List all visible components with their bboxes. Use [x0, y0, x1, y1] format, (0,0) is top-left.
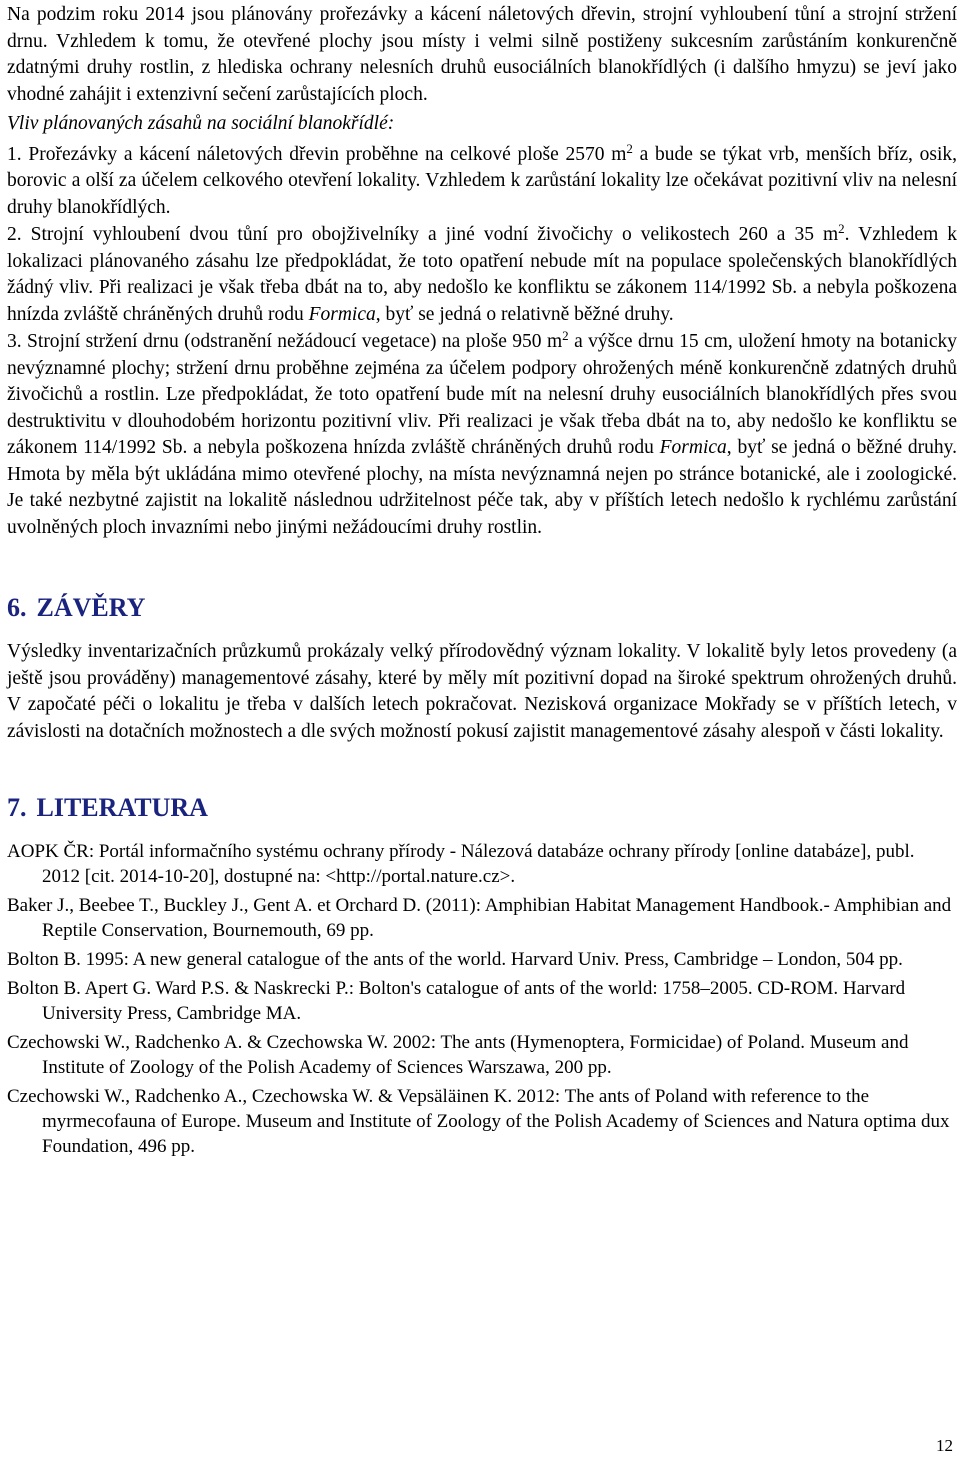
item-2-genus: Formica	[308, 303, 376, 325]
section-6-number: 6.	[7, 593, 27, 622]
section-6-heading	[7, 593, 957, 623]
page-number: 12	[936, 1436, 953, 1455]
item-3-sup: 2	[562, 328, 569, 343]
item-3-genus: Formica	[659, 437, 727, 458]
impact-item-1	[7, 142, 957, 222]
reference-item: Baker J., Beebee T., Buckley J., Gent A. et Orchard D. (2011): Amphibian Habitat Management Handbook.- Amphibian and Reptile Conservation, Bournemouth, 69 pp.	[7, 895, 952, 941]
item-2-text-end: , byť se jedná o relativně běžné druhy.	[375, 303, 674, 325]
impact-item-3	[7, 329, 957, 541]
reference-list	[7, 839, 957, 1159]
section-7-heading	[7, 793, 957, 823]
section-6-title: ZÁVĚRY	[36, 593, 146, 622]
reference-item: Bolton B. Apert G. Ward P.S. & Naskrecki P.: Bolton's catalogue of ants of the world: 1758–2005. CD-ROM. Harvard University Press, Cambridge MA.	[7, 978, 906, 1024]
item-1-text-cont: a bude se týkat vrb, menších bříz, osik, borovic a olší za účelem celkového otevření lokality. Vzhledem k zarůstání lokality lze očekávat pozitivní vliv na nelesní druhy blanokřídlých.	[7, 143, 957, 218]
impact-item-2	[7, 222, 957, 328]
document-page	[7, 2, 957, 1163]
item-3-text-end: , byť se jedná o běžné druhy. Hmota by měla být ukládána mimo otevřené plochy, na místa nevýznamná nejen po stránce botanické, ale i zoologické. Je také nezbytné zajistit na lokalitě následnou udržitelnost péče tak, aby v příštích letech nedošlo k rychlému zarůstání uvolněných ploch invazními nebo jinými nežádoucími druhy rostlin.	[7, 437, 958, 538]
reference-item: Czechowski W., Radchenko A., Czechowska W. & Vepsäläinen K. 2012: The ants of Poland with reference to the myrmecofauna of Europe. Museum and Institute of Zoology of the Polish Academy of Sciences and Natura optima dux Foundation, 496 pp.	[7, 1086, 950, 1157]
item-2-text: 2. Strojní vyhloubení dvou tůní pro obojživelníky a jiné vodní živočichy o velikostech 260 a 35 m	[7, 224, 839, 245]
item-1-text: 1. Prořezávky a kácení náletových dřevin proběhne na celkové ploše 2570 m	[7, 143, 627, 165]
item-3-text-cont: a výšce drnu 15 cm, uložení hmoty na botanicky nevýznamné plochy; stržení drnu proběhne zejména za účelem podpory ohrožených méně konkurenčně zdatných druhů živočichů a rostlin. Lze předpokládat, že toto opatření bude mít na nelesní druhy eusociálních blanokřídlých přes svou destruktivitu v dlouhodobém horizontu pozitivní vliv. Při realizaci je však třeba dbát na to, aby nedošlo ke konfliktu se zákonem 114/1992 Sb. a nebyla poškozena hnízda zvláště chráněných druhů rodu	[7, 331, 958, 458]
reference-item: Czechowski W., Radchenko A. & Czechowska W. 2002: The ants (Hymenoptera, Formicidae) of Poland. Museum and Institute of Zoology of the Polish Academy of Sciences Warszawa, 200 pp.	[7, 1032, 909, 1078]
intro-paragraph: Na podzim roku 2014 jsou plánovány prořezávky a kácení náletových dřevin, strojní vyhloubení tůní a strojní stržení drnu. Vzhledem k tomu, že otevřené plochy jsou místy i velmi silně postiženy sukcesním zarůstáním konkurenčně zdatnými druhy rostlin, z hlediska ochrany nelesních druhů eusociálních blanokřídlých (i dalšího hmyzu) se jeví jako vhodné zahájit i extenzivní sečení zarůstajících ploch.	[7, 4, 957, 105]
item-1-sup: 2	[626, 140, 633, 156]
reference-item: AOPK ČR: Portál informačního systému ochrany přírody - Nálezová databáze ochrany přírody [online databáze], publ. 2012 [cit. 2014-10-20], dostupné na: <http://portal.nature.cz>.	[7, 841, 915, 887]
impact-subheading: Vliv plánovaných zásahů na sociální blanokřídlé:	[7, 113, 395, 134]
item-2-text-cont: . Vzhledem k lokalizaci plánovaného zásahu lze předpokládat, že toto opatření nebude mít na populace společenských blanokřídlých žádný vliv. Při realizaci je však třeba dbát na to, aby nedošlo ke konfliktu se zákonem 114/1992 Sb. a nebyla poškozena hnízda zvláště chráněných druhů rodu	[7, 224, 957, 325]
section-7-number: 7.	[7, 793, 27, 822]
section-7-title: LITERATURA	[36, 793, 208, 822]
item-2-sup: 2	[838, 221, 845, 236]
item-3-text: 3. Strojní stržení drnu (odstranění nežádoucí vegetace) na ploše 950 m	[7, 331, 563, 352]
reference-item: Bolton B. 1995: A new general catalogue of the ants of the world. Harvard Univ. Press, Cambridge – London, 504 pp.	[7, 949, 903, 970]
conclusions-paragraph: Výsledky inventarizačních průzkumů prokázaly velký přírodovědný význam lokality. V lokalitě byly letos provedeny (a ještě jsou prováděny) managementové zásahy, které by měly mít pozitivní dopad na široké spektrum ohrožených druhů. V započaté péči o lokalitu je třeba v dalších letech pokračovat. Nezisková organizace Mokřady se v příštích letech, v závislosti na dotačních možnostech a dle svých možností pokusí zajistit managementové zásahy alespoň v části lokality.	[7, 641, 957, 742]
